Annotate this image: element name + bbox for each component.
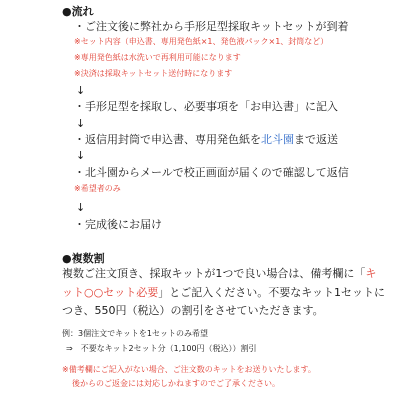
multi-line-1-text: 複数ご注文頂き、採取キットが1つで良い場合は、備考欄に「 <box>62 267 366 280</box>
multi-example-2: ⇒ 不要なキット2セット分（1,100円（税込））割引 <box>66 344 257 353</box>
multi-line-1 <box>62 268 376 279</box>
flow-note-set-contents: ※セット内容（申込書、専用発色紙×1、発色液パック×1、封筒など） <box>74 37 329 46</box>
flow-note-optional: ※希望者のみ <box>74 184 121 193</box>
flow-step-3-text-b: まで返送 <box>294 133 338 146</box>
flow-step-1: ・ご注文後に弊社から手形足型採取キットセットが到着 <box>74 20 349 33</box>
flow-step-5: ・完成後にお届け <box>74 218 162 231</box>
flow-arrow-1: ↓ <box>76 84 86 97</box>
multi-kit-required-text: ット○○セット必要 <box>62 286 159 299</box>
multi-warning-1: ※備考欄にご記入がない場合、ご注文数のキットをお送りいたします。 <box>62 365 316 374</box>
multi-warning-2: 後からのご返金には対応しかねますのでご了承ください。 <box>72 379 280 388</box>
multi-heading: ●複数割 <box>62 252 105 265</box>
hokutoen-link[interactable]: 北斗園 <box>261 133 294 146</box>
flow-step-3-text-a: ・返信用封筒で申込書、専用発色紙を <box>74 133 261 146</box>
flow-note-payment: ※決済は採取キットセット送付時になります <box>74 69 233 78</box>
flow-step-4: ・北斗園からメールで校正画面が届くので確認して返信 <box>74 166 349 179</box>
flow-heading: ●流れ <box>62 5 94 18</box>
multi-line-2-rest: 」とご記入ください。不要なキット1セットに <box>158 286 385 299</box>
multi-example-1: 例：3個注文でキットを1セットのみ希望 <box>62 329 209 338</box>
multi-line-3: つき、550円（税込）の割引をさせていただきます。 <box>62 304 324 317</box>
flow-arrow-4: ↓ <box>76 201 86 214</box>
flow-note-reuse: ※専用発色紙は水洗いで再利用可能になります <box>74 53 241 62</box>
multi-line-1-red: キ <box>365 267 377 280</box>
flow-step-3 <box>74 134 338 145</box>
flow-step-2: ・手形足型を採取し、必要事項を「お申込書」に記入 <box>74 100 338 113</box>
multi-line-2 <box>62 287 385 298</box>
flow-arrow-2: ↓ <box>76 117 86 130</box>
flow-arrow-3: ↓ <box>76 149 86 162</box>
